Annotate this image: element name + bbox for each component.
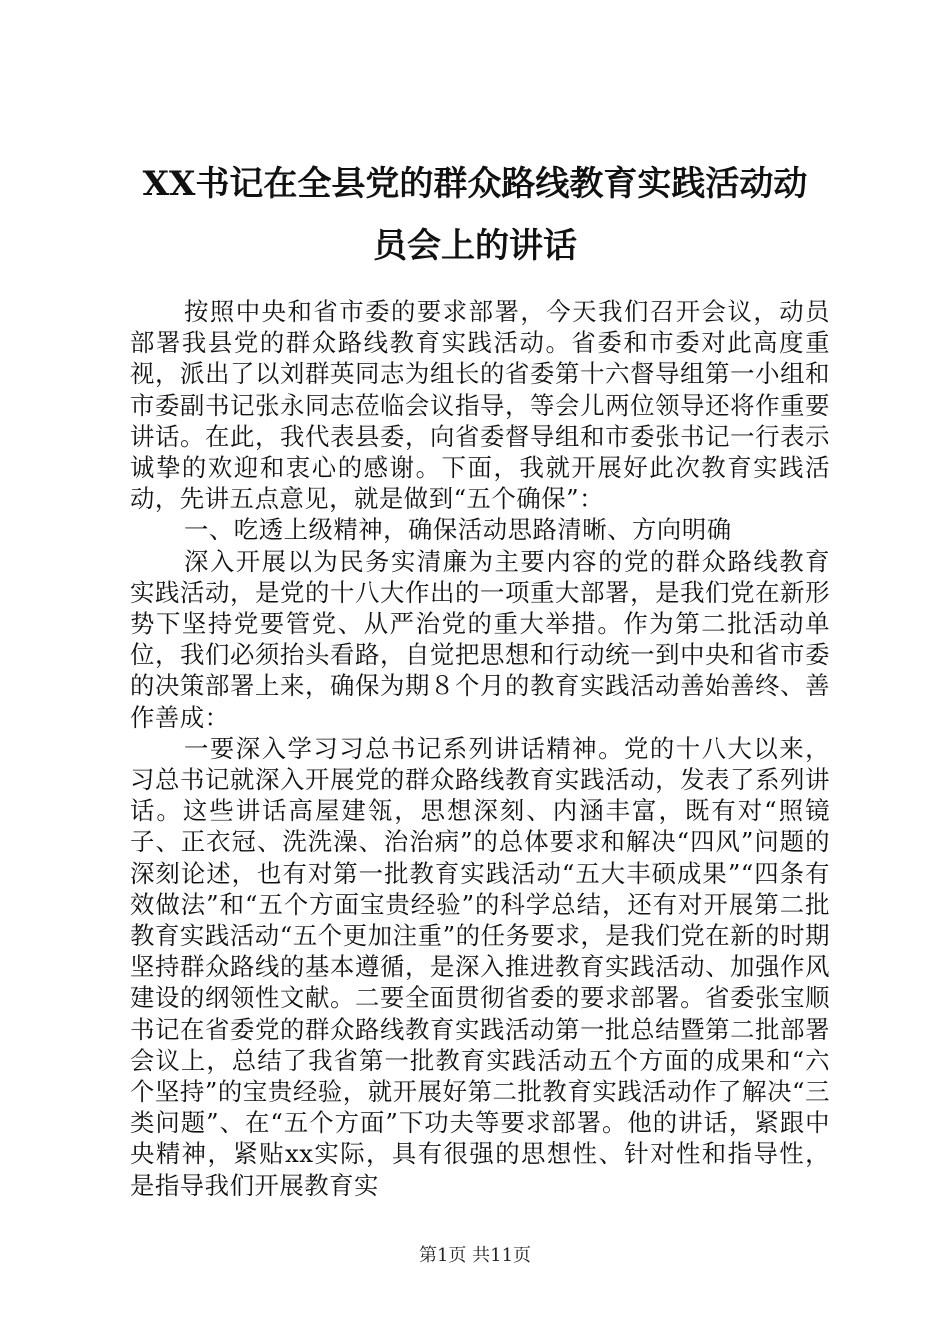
page-number: 第1页 共11页 (418, 1245, 532, 1266)
paragraph-intro: 按照中央和省市委的要求部署，今天我们召开会议，动员部署我县党的群众路线教育实践活动。省委和市委对此高度重视，派出了以刘群英同志为组长的省委第十六督导组第一小组和市委副书记张永同志莅临会议指导，等会儿两位领导还将作重要讲话。在此，我代表县委，向省委督导组和市委张书记一行表示诚挚的欢迎和衷心的感谢。下面，我就开展好此次教育实践活动，先讲五点意见，就是做到“五个确保”： (130, 297, 830, 514)
paragraph-section-1: 深入开展以为民务实清廉为主要内容的党的群众路线教育实践活动，是党的十八大作出的一项重大部署，是我们党在新形势下坚持党要管党、从严治党的重大举措。作为第二批活动单位，我们必须抬头看路，自觉把思想和行动统一到中央和省市委的决策部署上来，确保为期８个月的教育实践活动善始善终、善作善成： (130, 546, 830, 732)
section-heading-1: 一、吃透上级精神，确保活动思路清晰、方向明确 (184, 515, 732, 545)
document-title-line-1: XX书记在全县党的群众路线教育实践活动动 (142, 164, 808, 204)
document-title-line-2: 员会上的讲话 (373, 226, 577, 266)
paragraph-section-1-points: 一要深入学习习总书记系列讲话精神。党的十八大以来，习总书记就深入开展党的群众路线教育实践活动，发表了系列讲话。这些讲话高屋建瓴，思想深刻、内涵丰富，既有对“照镜子、正衣冠、洗洗澡、治治病”的总体要求和解决“四风”问题的深刻论述，也有对第一批教育实践活动“五大丰硕成果”“四条有效做法”和“五个方面宝贵经验”的科学总结，还有对开展第二批教育实践活动“五个更加注重”的任务要求，是我们党在新的时期坚持群众路线的基本遵循，是深入推进教育实践活动、加强作风建设的纲领性文献。二要全面贯彻省委的要求部署。省委张宝顺书记在省委党的群众路线教育实践活动第一批总结暨第二批部署会议上，总结了我省第一批教育实践活动五个方面的成果和“六个坚持”的宝贵经验，就开展好第二批教育实践活动作了解决“三类问题”、在“五个方面”下功夫等要求部署。他的讲话，紧跟中央精神，紧贴xx实际，具有很强的思想性、针对性和指导性，是指导我们开展教育实 (130, 733, 830, 1200)
document-body (130, 296, 830, 1201)
